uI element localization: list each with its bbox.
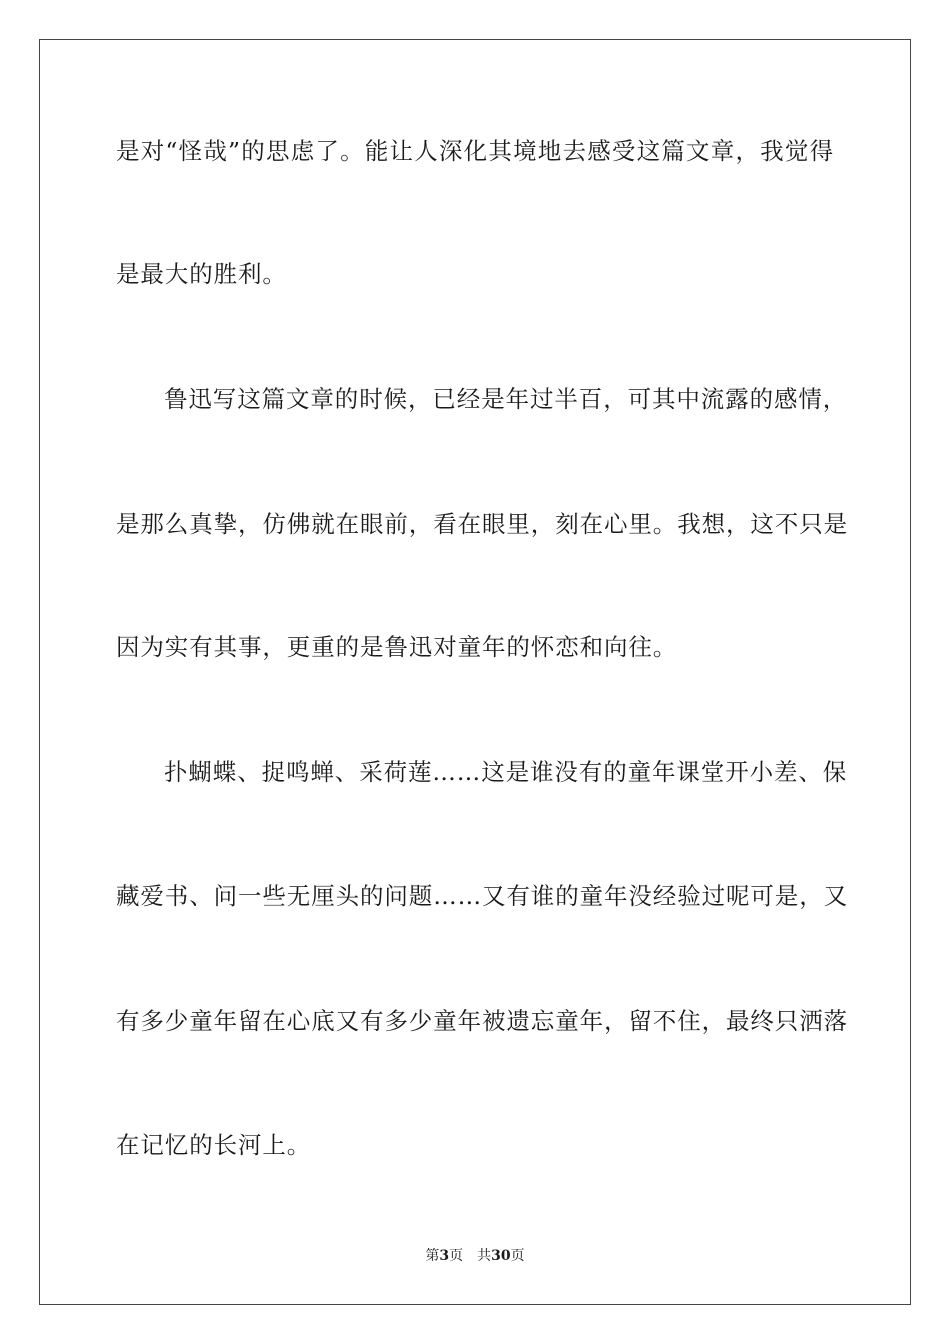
- total-prefix: 共: [477, 1248, 492, 1264]
- text-line-9: 在记忆的长河上。: [116, 1131, 312, 1159]
- text-line-1: 是对“怪哉”的思虑了。能让人深化其境地去感受这篇文章，我觉得: [116, 137, 834, 165]
- total-suffix: 页: [510, 1248, 525, 1264]
- text-line-2: 是最大的胜利。: [116, 260, 287, 288]
- text-line-8: 有多少童年留在心底又有多少童年被遗忘童年，留不住，最终只洒落: [116, 1007, 848, 1035]
- text-line-6: 扑蝴蝶、捉鸣蝉、采荷莲……这是谁没有的童年课堂开小差、保: [164, 758, 848, 786]
- page-number: 3: [439, 1248, 450, 1264]
- page-footer: [0, 1247, 950, 1265]
- text-line-3: 鲁迅写这篇文章的时候，已经是年过半百，可其中流露的感情，: [164, 385, 848, 413]
- page-prefix: 第: [425, 1248, 440, 1264]
- text-line-5: 因为实有其事，更重的是鲁迅对童年的怀恋和向往。: [116, 633, 678, 661]
- page-border: [39, 39, 911, 1305]
- page-suffix: 页: [449, 1248, 464, 1264]
- text-line-4: 是那么真挚，仿佛就在眼前，看在眼里，刻在心里。我想，这不只是: [116, 510, 848, 538]
- total-pages: 30: [491, 1248, 511, 1264]
- text-line-7: 藏爱书、问一些无厘头的问题……又有谁的童年没经验过呢可是，又: [116, 882, 848, 910]
